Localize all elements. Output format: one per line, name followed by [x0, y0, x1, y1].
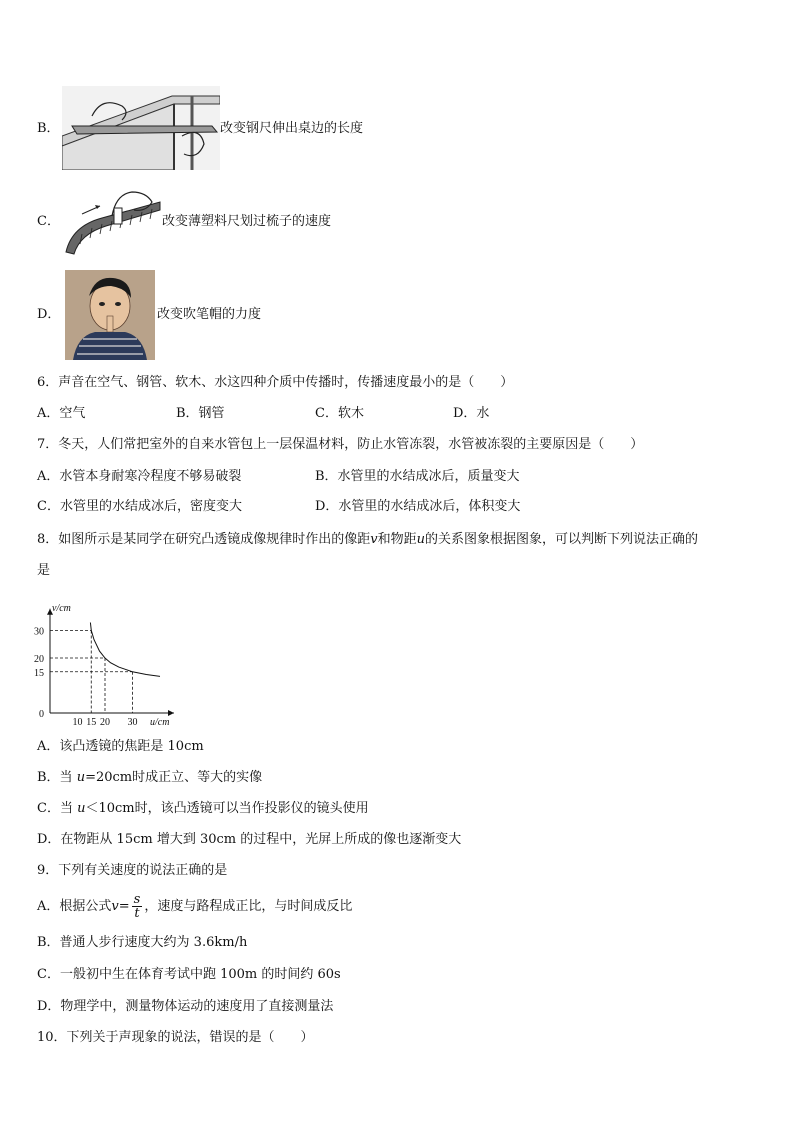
q8-option-a: A．该凸透镜的焦距是 10cm [37, 739, 204, 754]
y-tick-label-20: 20 [34, 654, 44, 665]
origin-label: 0 [39, 709, 44, 720]
q6-option-d: D．水 [453, 406, 490, 421]
q8-option-c: C．当 u＜10cm时，该凸透镜可以当作投影仪的镜头使用 [37, 801, 369, 816]
q5-option-b-letter: B． [37, 121, 60, 136]
x-tick-label-30: 30 [127, 717, 138, 725]
q9-option-d: D．物理学中，测量物体运动的速度用了直接测量法 [37, 999, 334, 1014]
q5-option-d-letter: D． [37, 307, 61, 322]
q9-option-c: C．一般初中生在体育考试中跑 100m 的时间约 60s [37, 967, 341, 982]
q5-option-c-caption: 改变薄塑料尺划过梳子的速度 [162, 214, 332, 229]
q8-stem-line1: 8．如图所示是某同学在研究凸透镜成像规律时作出的像距v和物距u的关系图象根据图象，可以判断下列说法正确的 [37, 532, 699, 547]
q8-option-d: D．在物距从 15cm 增大到 30cm 的过程中，光屏上所成的像也逐渐变大 [37, 832, 462, 847]
q7-option-d: D．水管里的水结成冰后，体积变大 [315, 499, 521, 514]
q7-stem: 7．冬天，人们常把室外的自来水管包上一层保温材料，防止水管冻裂，水管被冻裂的主要原因是（ ） [37, 437, 644, 452]
y-tick-label-15: 15 [34, 667, 44, 679]
q9-stem: 9．下列有关速度的说法正确的是 [37, 863, 228, 878]
q6-option-b: B．钢管 [176, 406, 225, 421]
speed-formula-fraction: $\frac{s}{t}$ [133, 892, 141, 921]
y-axis-label: v/cm [52, 602, 71, 614]
steel-ruler-figure [62, 86, 220, 170]
q7-option-c: C．水管里的水结成冰后，密度变大 [37, 499, 242, 514]
x-tick-label-20: 20 [100, 717, 110, 725]
x-axis-arrow [168, 710, 174, 716]
q8-option-b: B．当 u=20cm时成正立、等大的实像 [37, 770, 263, 785]
q7-option-a: A．水管本身耐寒冷程度不够易破裂 [37, 469, 242, 484]
x-tick-label-15: 15 [86, 717, 97, 725]
q10-stem: 10．下列关于声现象的说法，错误的是（ ） [37, 1030, 314, 1045]
boy-blowing-pen-cap-photo [65, 270, 155, 360]
y-tick-label-30: 30 [34, 626, 44, 638]
q9-option-a: A．根据公式v= $\frac{s}{t}$ ，速度与路程成正比，与时间成反比 [37, 892, 353, 921]
q8-stem-line2: 是 [37, 563, 51, 578]
x-axis-label: u/cm [150, 717, 170, 725]
q6-option-c: C．软木 [315, 406, 364, 421]
q9-option-b: B．普通人步行速度大约为 3.6km/h [37, 935, 248, 950]
q7-option-b: B．水管里的水结成冰后，质量变大 [315, 469, 520, 484]
q6-option-a: A．空气 [37, 406, 86, 421]
x-tick-label-10: 10 [72, 717, 83, 725]
q5-option-b-caption: 改变钢尺伸出桌边的长度 [220, 121, 364, 136]
image-distance-object-distance-chart [30, 600, 200, 725]
q6-stem: 6．声音在空气、钢管、软木、水这四种介质中传播时，传播速度最小的是（ ） [37, 375, 514, 390]
q5-option-c-letter: C． [37, 214, 60, 229]
q5-option-d-caption: 改变吹笔帽的力度 [157, 307, 262, 322]
comb-figure [62, 186, 162, 256]
chart-series-line [90, 623, 160, 677]
